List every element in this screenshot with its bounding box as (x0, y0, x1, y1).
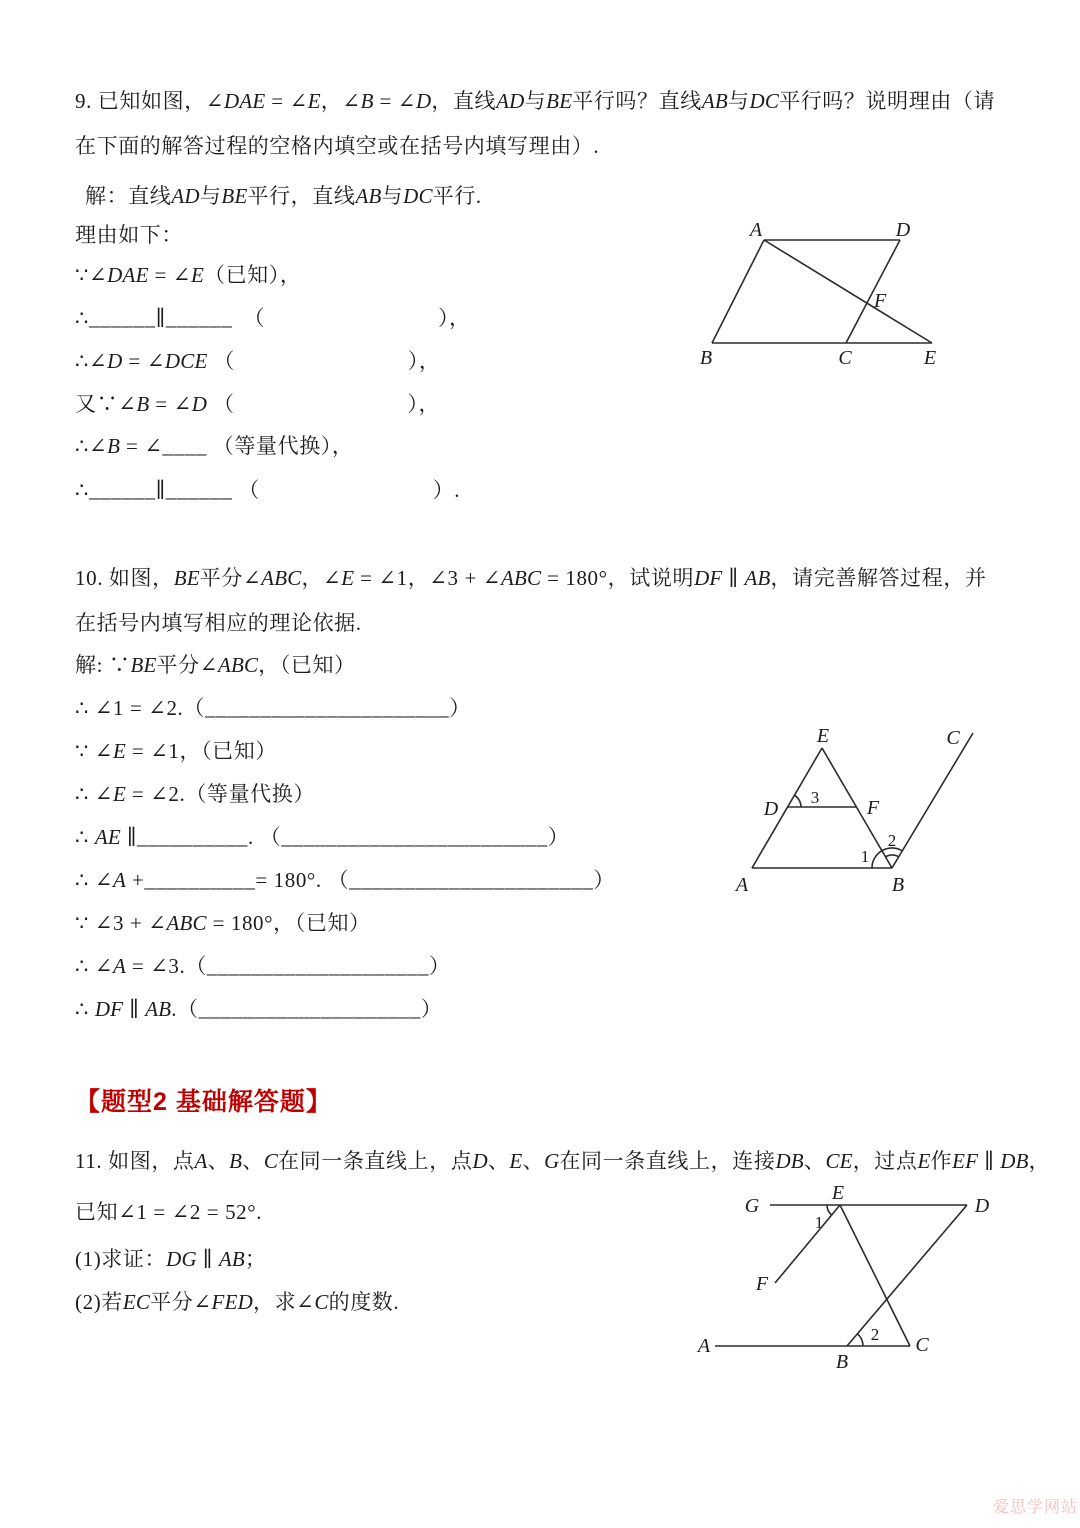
p10-statement-line2: 在括号内填写相应的理论依据. (75, 611, 362, 635)
segment-DC (846, 240, 900, 343)
point-label-F: F (866, 797, 880, 819)
angle-arc-B (857, 1334, 863, 1346)
point-label-D: D (895, 219, 911, 241)
p10-solution-start: 解: ∵BE平分∠ABC，（已知） (75, 653, 356, 677)
point-label-A: A (749, 219, 763, 241)
p11-part1: (1)求证：DG ∥ AB； (75, 1247, 267, 1271)
point-label-G: G (744, 1195, 760, 1217)
angle-arc-D (794, 795, 801, 807)
segment-AB (712, 240, 764, 343)
p10-step-5-blank: ∴ ∠A +__________= 180°. （______________________） (75, 868, 616, 892)
point-label-B: B (699, 347, 713, 369)
point-label-B: B (835, 1351, 849, 1373)
p9-step-3: ∴∠D = ∠DCE （ ）， (75, 349, 441, 373)
point-label-C: C (946, 727, 960, 749)
point-label-A: A (735, 874, 749, 896)
p10-step-8-blank: ∴ DF ∥ AB.（____________________） (75, 997, 443, 1021)
segment-AE (764, 240, 932, 343)
p11-statement-line1: 11. 如图，点A、B、C在同一条直线上，点D、E、G在同一条直线上，连接DB、CE，过点E作EF ∥ DB， (75, 1149, 1051, 1173)
point-label-D: D (763, 798, 779, 820)
p9-step-2-blank: ∴______∥______ （ ）， (75, 306, 471, 330)
section-heading-type2: 【题型2 基础解答题】 (75, 1088, 332, 1116)
figure-problem10 (730, 722, 990, 900)
angle-arc-E (827, 1205, 832, 1215)
point-label-E: E (816, 725, 830, 747)
p11-given: 已知∠1 = ∠2 = 52°. (75, 1200, 263, 1224)
segment-DB (847, 1205, 967, 1346)
p10-step-3: ∴ ∠E = ∠2.（等量代换） (75, 782, 315, 806)
p10-step-7-blank: ∴ ∠A = ∠3.（____________________） (75, 954, 451, 978)
point-label-C: C (838, 347, 852, 369)
p9-step-5-blank: ∴∠B = ∠____ （等量代换）， (75, 434, 354, 458)
p10-statement-line1: 10. 如图，BE平分∠ABC，∠E = ∠1，∠3 + ∠ABC = 180°，试说明DF ∥ AB，请完善解答过程，并 (75, 566, 987, 590)
p9-step-4: 又∵∠B = ∠D （ ）， (75, 392, 441, 416)
angle-label-2: 2 (870, 1325, 880, 1344)
p9-statement-line2: 在下面的解答过程的空格内填空或在括号内填写理由）. (75, 134, 600, 158)
point-label-D: D (974, 1195, 990, 1217)
p9-reason-header: 理由如下： (75, 223, 183, 247)
p10-step-2: ∵ ∠E = ∠1，（已知） (75, 739, 277, 763)
point-label-E: E (831, 1182, 845, 1204)
p11-part2: (2)若EC平分∠FED，求∠C的度数. (75, 1290, 400, 1314)
p9-step-1: ∵∠DAE = ∠E（已知）， (75, 263, 302, 287)
site-watermark: 爱思学网站 (993, 1499, 1079, 1516)
p10-step-1-blank: ∴ ∠1 = ∠2.（______________________） (75, 696, 471, 720)
point-label-A: A (697, 1335, 711, 1357)
point-label-F: F (874, 290, 887, 312)
angle-arc-B-inner (885, 855, 898, 857)
figure-problem9 (688, 212, 1018, 374)
segment-AE (752, 748, 822, 868)
point-label-C: C (915, 1334, 929, 1356)
angle-label-2: 2 (887, 831, 897, 850)
figure-problem11 (692, 1182, 1002, 1380)
angle-label-1: 1 (860, 847, 870, 866)
p10-step-6: ∵ ∠3 + ∠ABC = 180°，（已知） (75, 911, 371, 935)
point-label-B: B (891, 874, 905, 896)
p9-step-6-blank: ∴______∥______ （ ）. (75, 478, 461, 502)
p9-statement-line1: 9. 已知如图，∠DAE = ∠E，∠B = ∠D，直线AD与BE平行吗？直线AB与DC平行吗？说明理由（请 (75, 89, 996, 113)
p9-solution-line: 解：直线AD与BE平行，直线AB与DC平行. (85, 184, 482, 208)
segment-BC (892, 733, 973, 868)
angle-label-1: 1 (814, 1213, 824, 1232)
point-label-E: E (923, 347, 937, 369)
point-label-F: F (755, 1273, 769, 1295)
angle-label-3: 3 (810, 788, 820, 807)
p10-step-4-blank: ∴ AE ∥__________. （________________________） (75, 825, 570, 849)
segment-EF (775, 1205, 840, 1283)
